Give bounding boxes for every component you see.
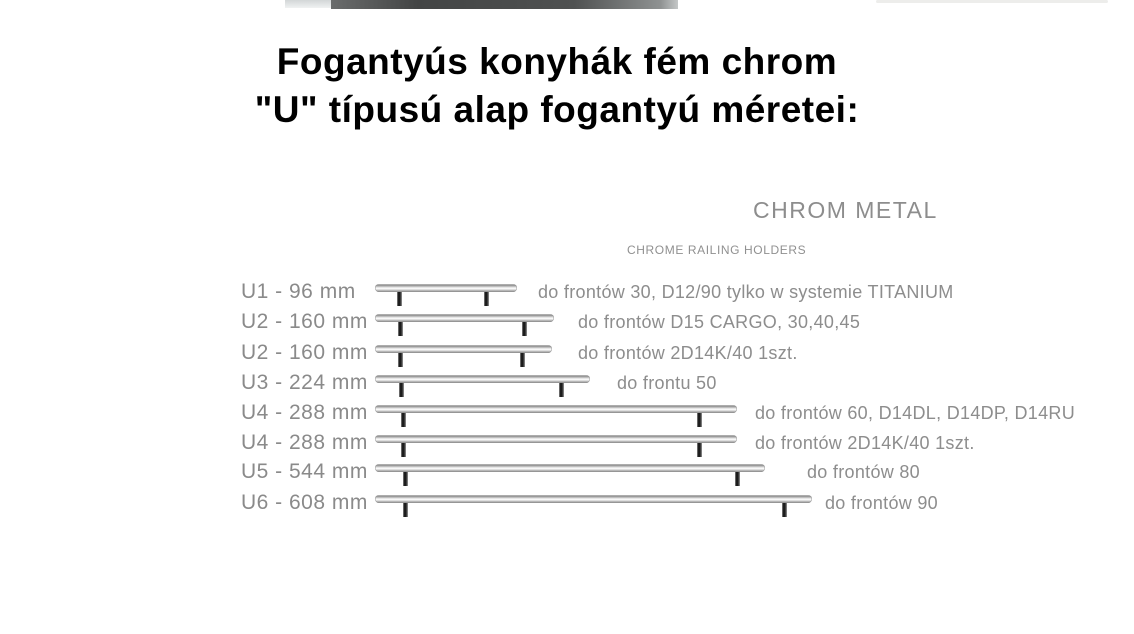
- handle-description: do frontu 50: [617, 373, 717, 393]
- handle-row-u1: [0, 277, 1134, 307]
- handle-leg-left: [398, 353, 403, 367]
- handle-row-u2a: [0, 307, 1134, 337]
- handle-leg-right: [697, 413, 702, 427]
- handle-leg-left: [403, 472, 408, 486]
- handle-bar: [375, 284, 517, 292]
- handle-leg-right: [520, 353, 525, 367]
- section-heading: CHROM METAL: [753, 197, 938, 223]
- handle-size-label: U2 - 160 mm: [241, 310, 368, 333]
- handle-description: do frontów 60, D14DL, D14DP, D14RU: [755, 403, 1076, 423]
- handle-description: do frontów 90: [825, 493, 938, 513]
- handle-leg-right: [484, 292, 489, 306]
- handle-leg-left: [401, 413, 406, 427]
- handle-size-label: U4 - 288 mm: [241, 431, 368, 454]
- handle-leg-left: [398, 322, 403, 336]
- handle-size-label: U3 - 224 mm: [241, 371, 368, 394]
- handle-row-u6: [0, 488, 1134, 518]
- handle-bar: [375, 405, 737, 413]
- handle-bar: [375, 464, 765, 472]
- section-subheading: CHROME RAILING HOLDERS: [627, 243, 807, 257]
- handle-leg-right: [559, 383, 564, 397]
- handle-bar: [375, 345, 552, 353]
- cropped-image-remnant-light: [285, 0, 331, 8]
- handle-description: do frontów 30, D12/90 tylko w systemie TITANIUM: [538, 282, 954, 302]
- handle-bar: [375, 435, 737, 443]
- handle-row-u4a: [0, 398, 1134, 428]
- handle-row-u3: [0, 368, 1134, 398]
- cropped-image-remnant-faint: [876, 0, 1108, 3]
- handle-description: do frontów 2D14K/40 1szt.: [578, 343, 798, 363]
- handle-size-label: U4 - 288 mm: [241, 401, 368, 424]
- handle-size-label: U6 - 608 mm: [241, 491, 368, 514]
- handle-size-label: U5 - 544 mm: [241, 460, 368, 483]
- handle-leg-right: [735, 472, 740, 486]
- handle-leg-right: [697, 443, 702, 457]
- handle-leg-left: [399, 383, 404, 397]
- handle-size-label: U1 - 96 mm: [241, 280, 356, 303]
- page-title-line2: "U" típusú alap fogantyú méretei:: [254, 89, 860, 130]
- cropped-image-remnant-dark: [331, 0, 678, 9]
- handle-row-u4b: [0, 428, 1134, 458]
- page-title-line1: Fogantyús konyhák fém chrom: [276, 41, 838, 82]
- handle-leg-right: [522, 322, 527, 336]
- handle-row-u5: [0, 457, 1134, 487]
- handle-description: do frontów 80: [807, 462, 920, 482]
- page-title: [0, 38, 1114, 134]
- handle-size-label: U2 - 160 mm: [241, 341, 368, 364]
- handle-bar: [375, 495, 812, 503]
- handle-row-u2b: [0, 338, 1134, 368]
- handle-bar: [375, 314, 554, 322]
- handle-leg-right: [782, 503, 787, 517]
- handle-leg-left: [397, 292, 402, 306]
- handle-description: do frontów 2D14K/40 1szt.: [755, 433, 975, 453]
- handle-description: do frontów D15 CARGO, 30,40,45: [578, 312, 861, 332]
- handle-leg-left: [401, 443, 406, 457]
- handle-leg-left: [403, 503, 408, 517]
- handle-bar: [375, 375, 590, 383]
